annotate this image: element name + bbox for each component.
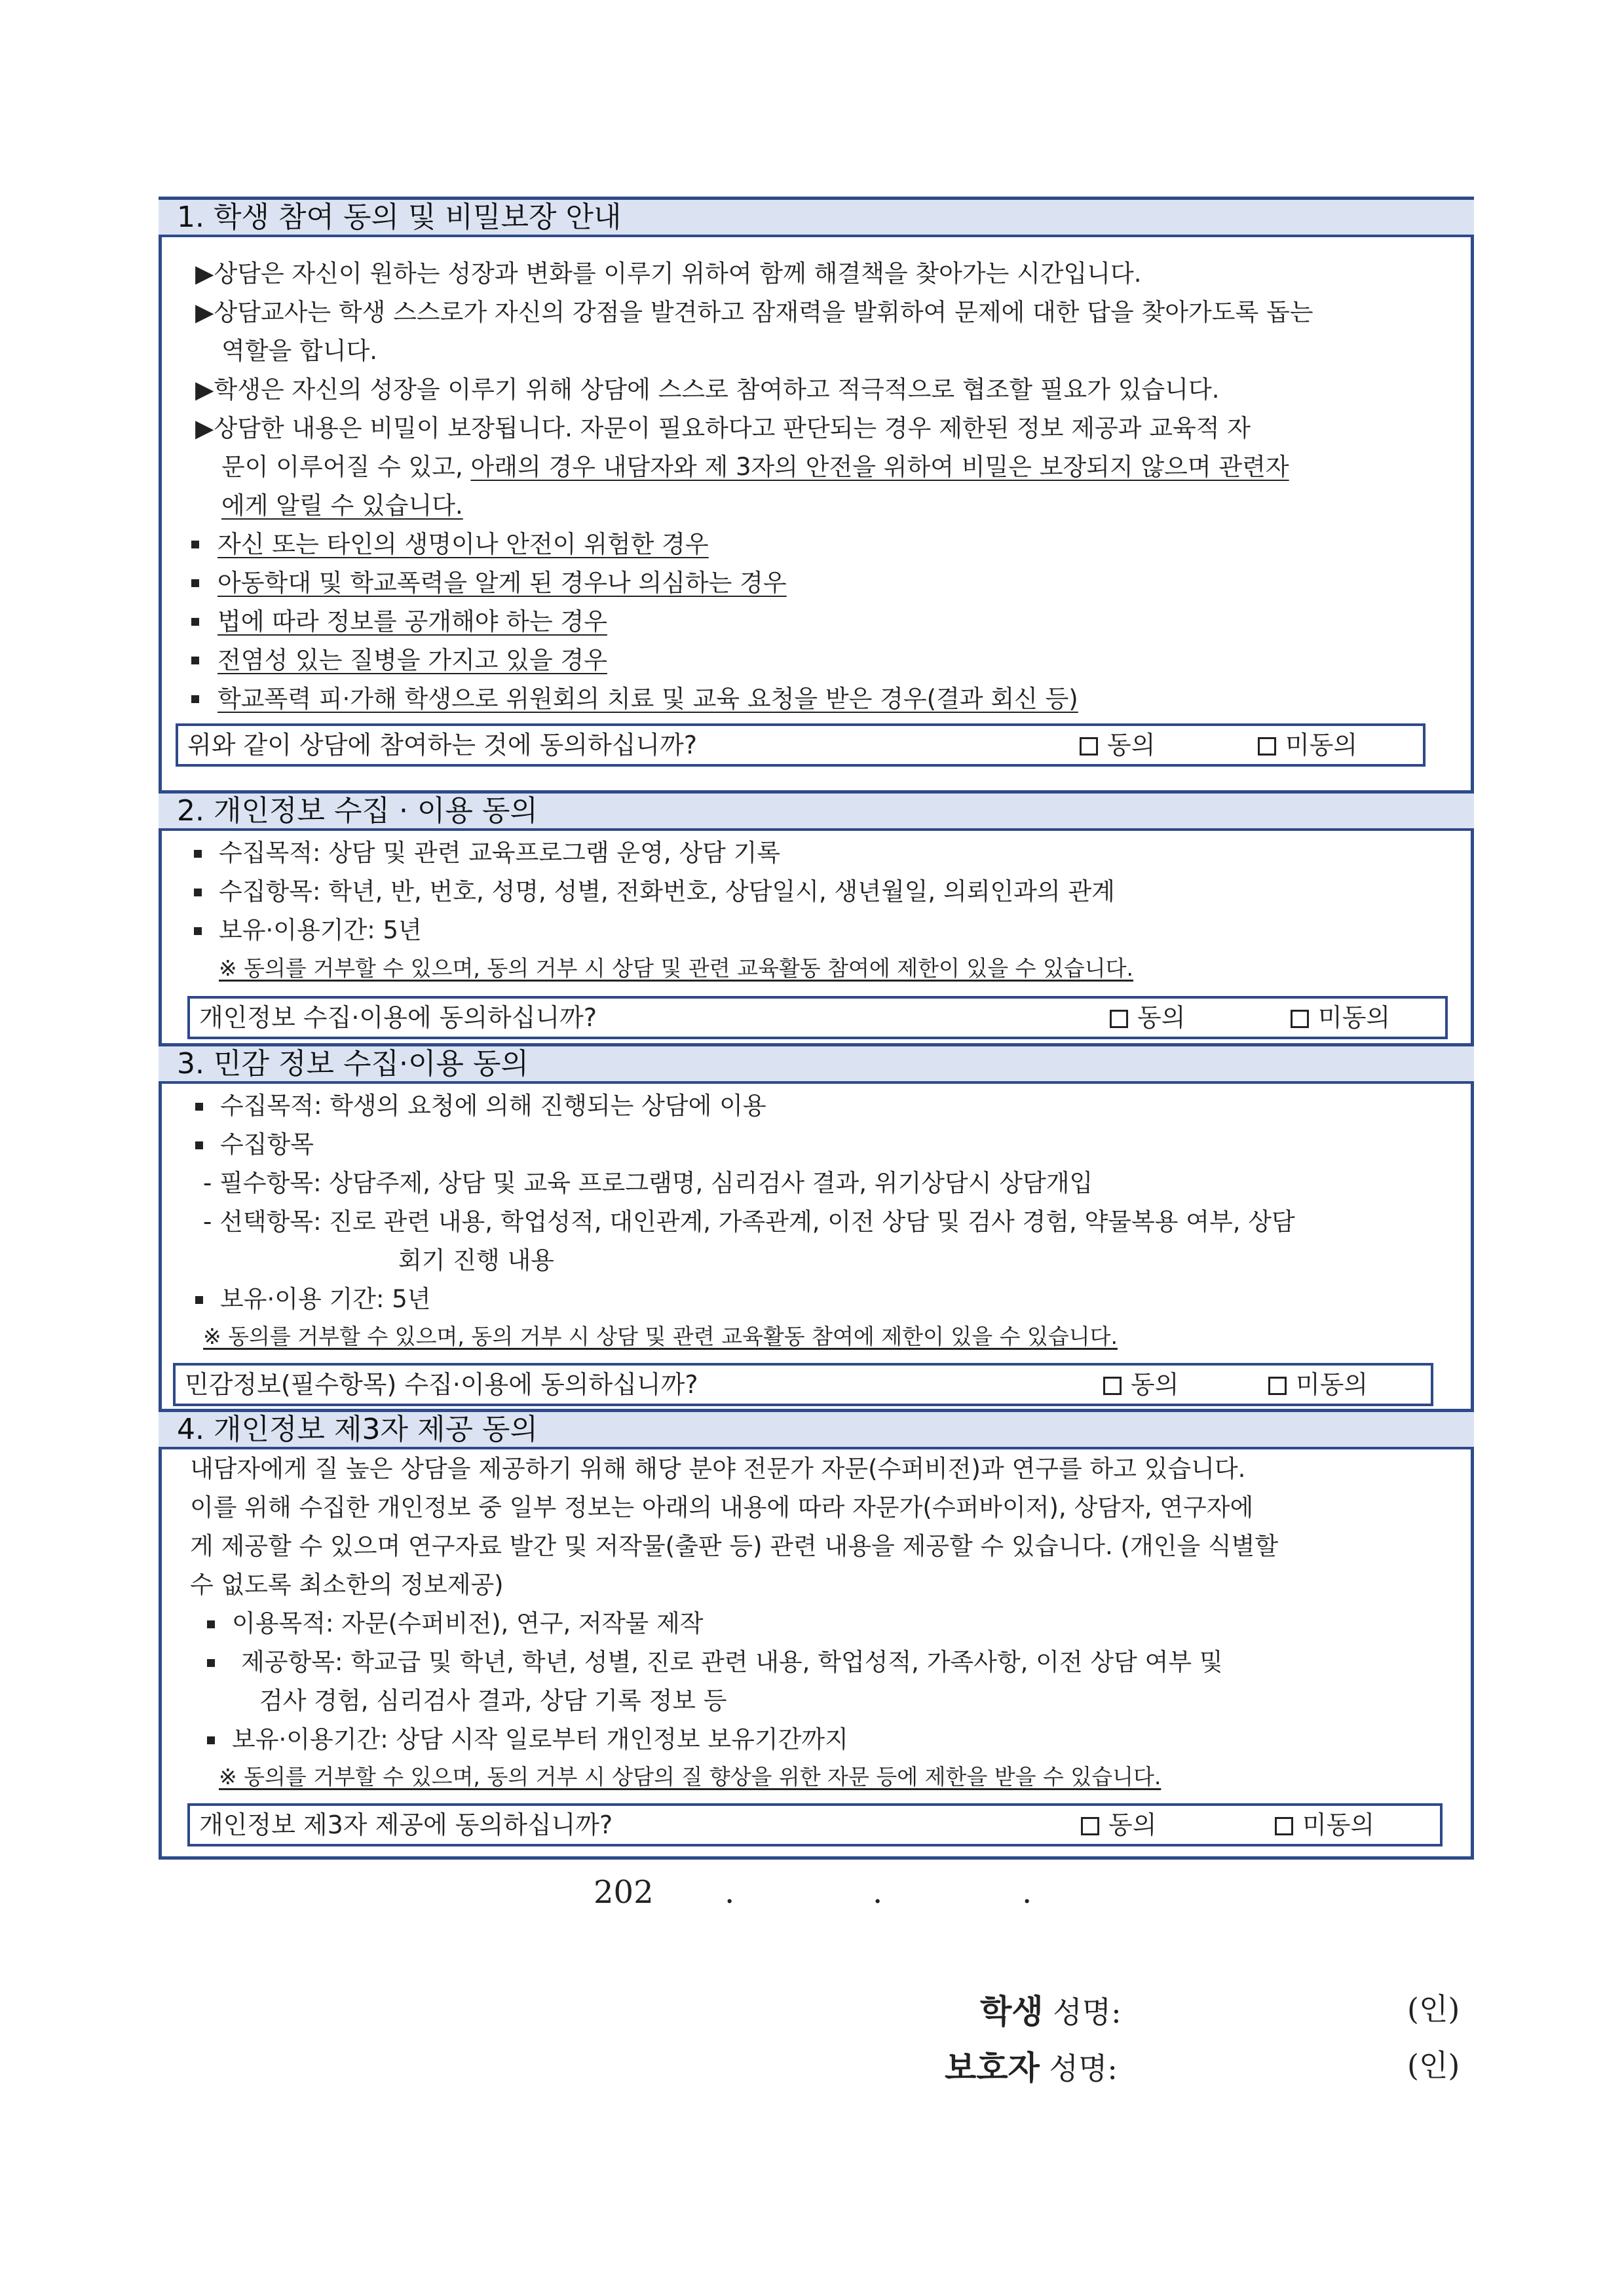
s1-paragraph-4-cont: 문이 이루어질 수 있고, 아래의 경우 내담자와 제 3자의 안전을 위하여 비밀은 보장되지 않으며 관련자 (221, 453, 1289, 481)
s2-list-item: 보유·이용기간: 5년 (219, 916, 422, 944)
s1-list-item: 학교폭력 피·가해 학생으로 위원회의 치료 및 교육 요청을 받은 경우(결과 회신 등) (217, 685, 1078, 713)
s2-consent-question-box (187, 996, 1448, 1039)
section-4-title: 4. 개인정보 제3자 제공 동의 (159, 1409, 1474, 1449)
s1-paragraph-2: ▶상담교사는 학생 스스로가 자신의 강점을 발견하고 잠재력을 발휘하여 문제에 대한 답을 찾아가도록 돕는 (195, 298, 1313, 326)
s1-paragraph-4-end: 에게 알릴 수 있습니다. (221, 491, 463, 520)
date-separator: . (725, 1874, 735, 1911)
s3-required-items: - 필수항목: 상담주제, 상담 및 교육 프로그램명, 심리검사 결과, 위기상담시 상담개입 (203, 1169, 1093, 1197)
checkbox-icon (1291, 1010, 1309, 1028)
checkbox-icon (1080, 737, 1098, 756)
s3-consent-question-box (173, 1363, 1433, 1406)
s1-list-item: 전염성 있는 질병을 가지고 있을 경우 (217, 646, 607, 674)
bullet-icon (194, 850, 202, 858)
s4-paragraph-2: 이를 위해 수집한 개인정보 중 일부 정보는 아래의 내용에 따라 자문가(수퍼바이저), 상담자, 연구자에 (190, 1493, 1254, 1521)
s1-paragraph-2-cont: 역할을 합니다. (221, 337, 377, 365)
s4-refusal-note: ※ 동의를 거부할 수 있으며, 동의 거부 시 상담의 질 향상을 위한 자문 등에 제한을 받을 수 있습니다. (219, 1764, 1161, 1789)
checkbox-icon (1258, 737, 1276, 756)
s3-retention: 보유·이용 기간: 5년 (220, 1285, 431, 1313)
s4-paragraph-3: 게 제공할 수 있으며 연구자료 발간 및 저작물(출판 등) 관련 내용을 제공할 수 있습니다. (개인을 식별할 (190, 1532, 1279, 1560)
section-1-title: 1. 학생 참여 동의 및 비밀보장 안내 (159, 197, 1474, 237)
s3-purpose: 수집목적: 학생의 요청에 의해 진행되는 상담에 이용 (220, 1092, 766, 1120)
s1-paragraph-3: ▶학생은 자신의 성장을 이루기 위해 상담에 스스로 참여하고 적극적으로 협조할 필요가 있습니다. (195, 375, 1220, 404)
bullet-icon (191, 579, 199, 587)
s3-refusal-note: ※ 동의를 거부할 수 있으며, 동의 거부 시 상담 및 관련 교육활동 참여에 제한이 있을 수 있습니다. (203, 1324, 1118, 1349)
s1-list-item: 자신 또는 타인의 생명이나 안전이 위험한 경우 (217, 530, 709, 558)
student-signature-label: 학생 성명: (980, 1992, 1122, 2031)
s1-paragraph-1: ▶상담은 자신이 원하는 성장과 변화를 이루기 위하여 함께 해결책을 찾아가는 시간입니다. (195, 259, 1142, 288)
section-3-title: 3. 민감 정보 수집·이용 동의 (159, 1043, 1474, 1084)
s4-consent-question-box (187, 1803, 1443, 1846)
s2-list-item: 수집목적: 상담 및 관련 교육프로그램 운영, 상담 기록 (219, 839, 781, 867)
s3-disagree-checkbox[interactable]: 미동의 (1268, 1366, 1368, 1404)
bullet-icon (194, 889, 202, 896)
checkbox-icon (1081, 1817, 1099, 1835)
bullet-icon (207, 1659, 215, 1667)
bullet-icon (195, 1141, 203, 1149)
bullet-icon (191, 541, 199, 548)
s3-items-heading: 수집항목 (220, 1130, 314, 1158)
s1-paragraph-4: ▶상담한 내용은 비밀이 보장됩니다. 자문이 필요하다고 판단되는 경우 제한된 정보 제공과 교육적 자 (195, 414, 1251, 442)
s2-agree-checkbox[interactable]: 동의 (1110, 999, 1185, 1037)
s3-optional-items-cont: 회기 진행 내용 (398, 1246, 554, 1274)
s4-provided-items: 제공항목: 학교급 및 학년, 학년, 성별, 진로 관련 내용, 학업성적, 가족사항, 이전 상담 여부 및 (241, 1648, 1223, 1676)
date-separator: . (873, 1874, 883, 1911)
checkbox-icon (1268, 1377, 1287, 1395)
bullet-icon (195, 1296, 203, 1304)
s1-disagree-checkbox[interactable]: 미동의 (1258, 726, 1357, 764)
s1-agree-checkbox[interactable]: 동의 (1080, 726, 1155, 764)
s2-disagree-checkbox[interactable]: 미동의 (1291, 999, 1390, 1037)
section-2-title: 2. 개인정보 수집 · 이용 동의 (159, 790, 1474, 831)
bullet-icon (207, 1736, 215, 1744)
s4-consent-question: 개인정보 제3자 제공에 동의하십니까? (199, 1810, 613, 1839)
s3-agree-checkbox[interactable]: 동의 (1103, 1366, 1179, 1404)
s2-list-item: 수집항목: 학년, 반, 번호, 성명, 성별, 전화번호, 상담일시, 생년월일, 의뢰인과의 관계 (219, 877, 1115, 906)
s4-paragraph-4: 수 없도록 최소한의 정보제공) (190, 1571, 504, 1599)
bullet-icon (207, 1620, 215, 1628)
checkbox-icon (1110, 1010, 1128, 1028)
s4-agree-checkbox[interactable]: 동의 (1081, 1806, 1156, 1844)
s4-provided-items-cont: 검사 경험, 심리검사 결과, 상담 기록 정보 등 (259, 1687, 727, 1715)
checkbox-icon (1275, 1817, 1293, 1835)
s2-consent-question: 개인정보 수집·이용에 동의하십니까? (199, 1003, 597, 1032)
s4-retention: 보유·이용기간: 상담 시작 일로부터 개인정보 보유기간까지 (232, 1725, 848, 1753)
student-seal-mark: (인) (1407, 1991, 1460, 2027)
s4-paragraph-1: 내담자에게 질 높은 상담을 제공하기 위해 해당 분야 전문가 자문(수퍼비전)과 연구를 하고 있습니다. (190, 1455, 1246, 1483)
bullet-icon (194, 927, 202, 935)
s4-disagree-checkbox[interactable]: 미동의 (1275, 1806, 1374, 1844)
date-year: 202 (594, 1874, 654, 1911)
bullet-icon (191, 657, 199, 664)
checkbox-icon (1103, 1377, 1122, 1395)
guardian-signature-label: 보호자 성명: (945, 2048, 1118, 2087)
s4-purpose: 이용목적: 자문(수퍼비전), 연구, 저작물 제작 (232, 1609, 704, 1637)
bullet-icon (191, 618, 199, 626)
s3-optional-items: - 선택항목: 진로 관련 내용, 학업성적, 대인관계, 가족관계, 이전 상담 및 검사 경험, 약물복용 여부, 상담 (203, 1208, 1295, 1236)
guardian-seal-mark: (인) (1407, 2048, 1460, 2083)
s1-consent-question: 위와 같이 상담에 참여하는 것에 동의하십니까? (187, 731, 698, 759)
s3-consent-question: 민감정보(필수항목) 수집·이용에 동의하십니까? (185, 1370, 698, 1399)
s1-list-item: 아동학대 및 학교폭력을 알게 된 경우나 의심하는 경우 (217, 569, 787, 597)
s1-list-item: 법에 따라 정보를 공개해야 하는 경우 (217, 607, 607, 636)
bullet-icon (191, 695, 199, 703)
s1-consent-question-box (176, 723, 1426, 767)
s2-refusal-note: ※ 동의를 거부할 수 있으며, 동의 거부 시 상담 및 관련 교육활동 참여에 제한이 있을 수 있습니다. (219, 955, 1133, 981)
date-separator: . (1022, 1874, 1032, 1911)
bullet-icon (195, 1103, 203, 1111)
